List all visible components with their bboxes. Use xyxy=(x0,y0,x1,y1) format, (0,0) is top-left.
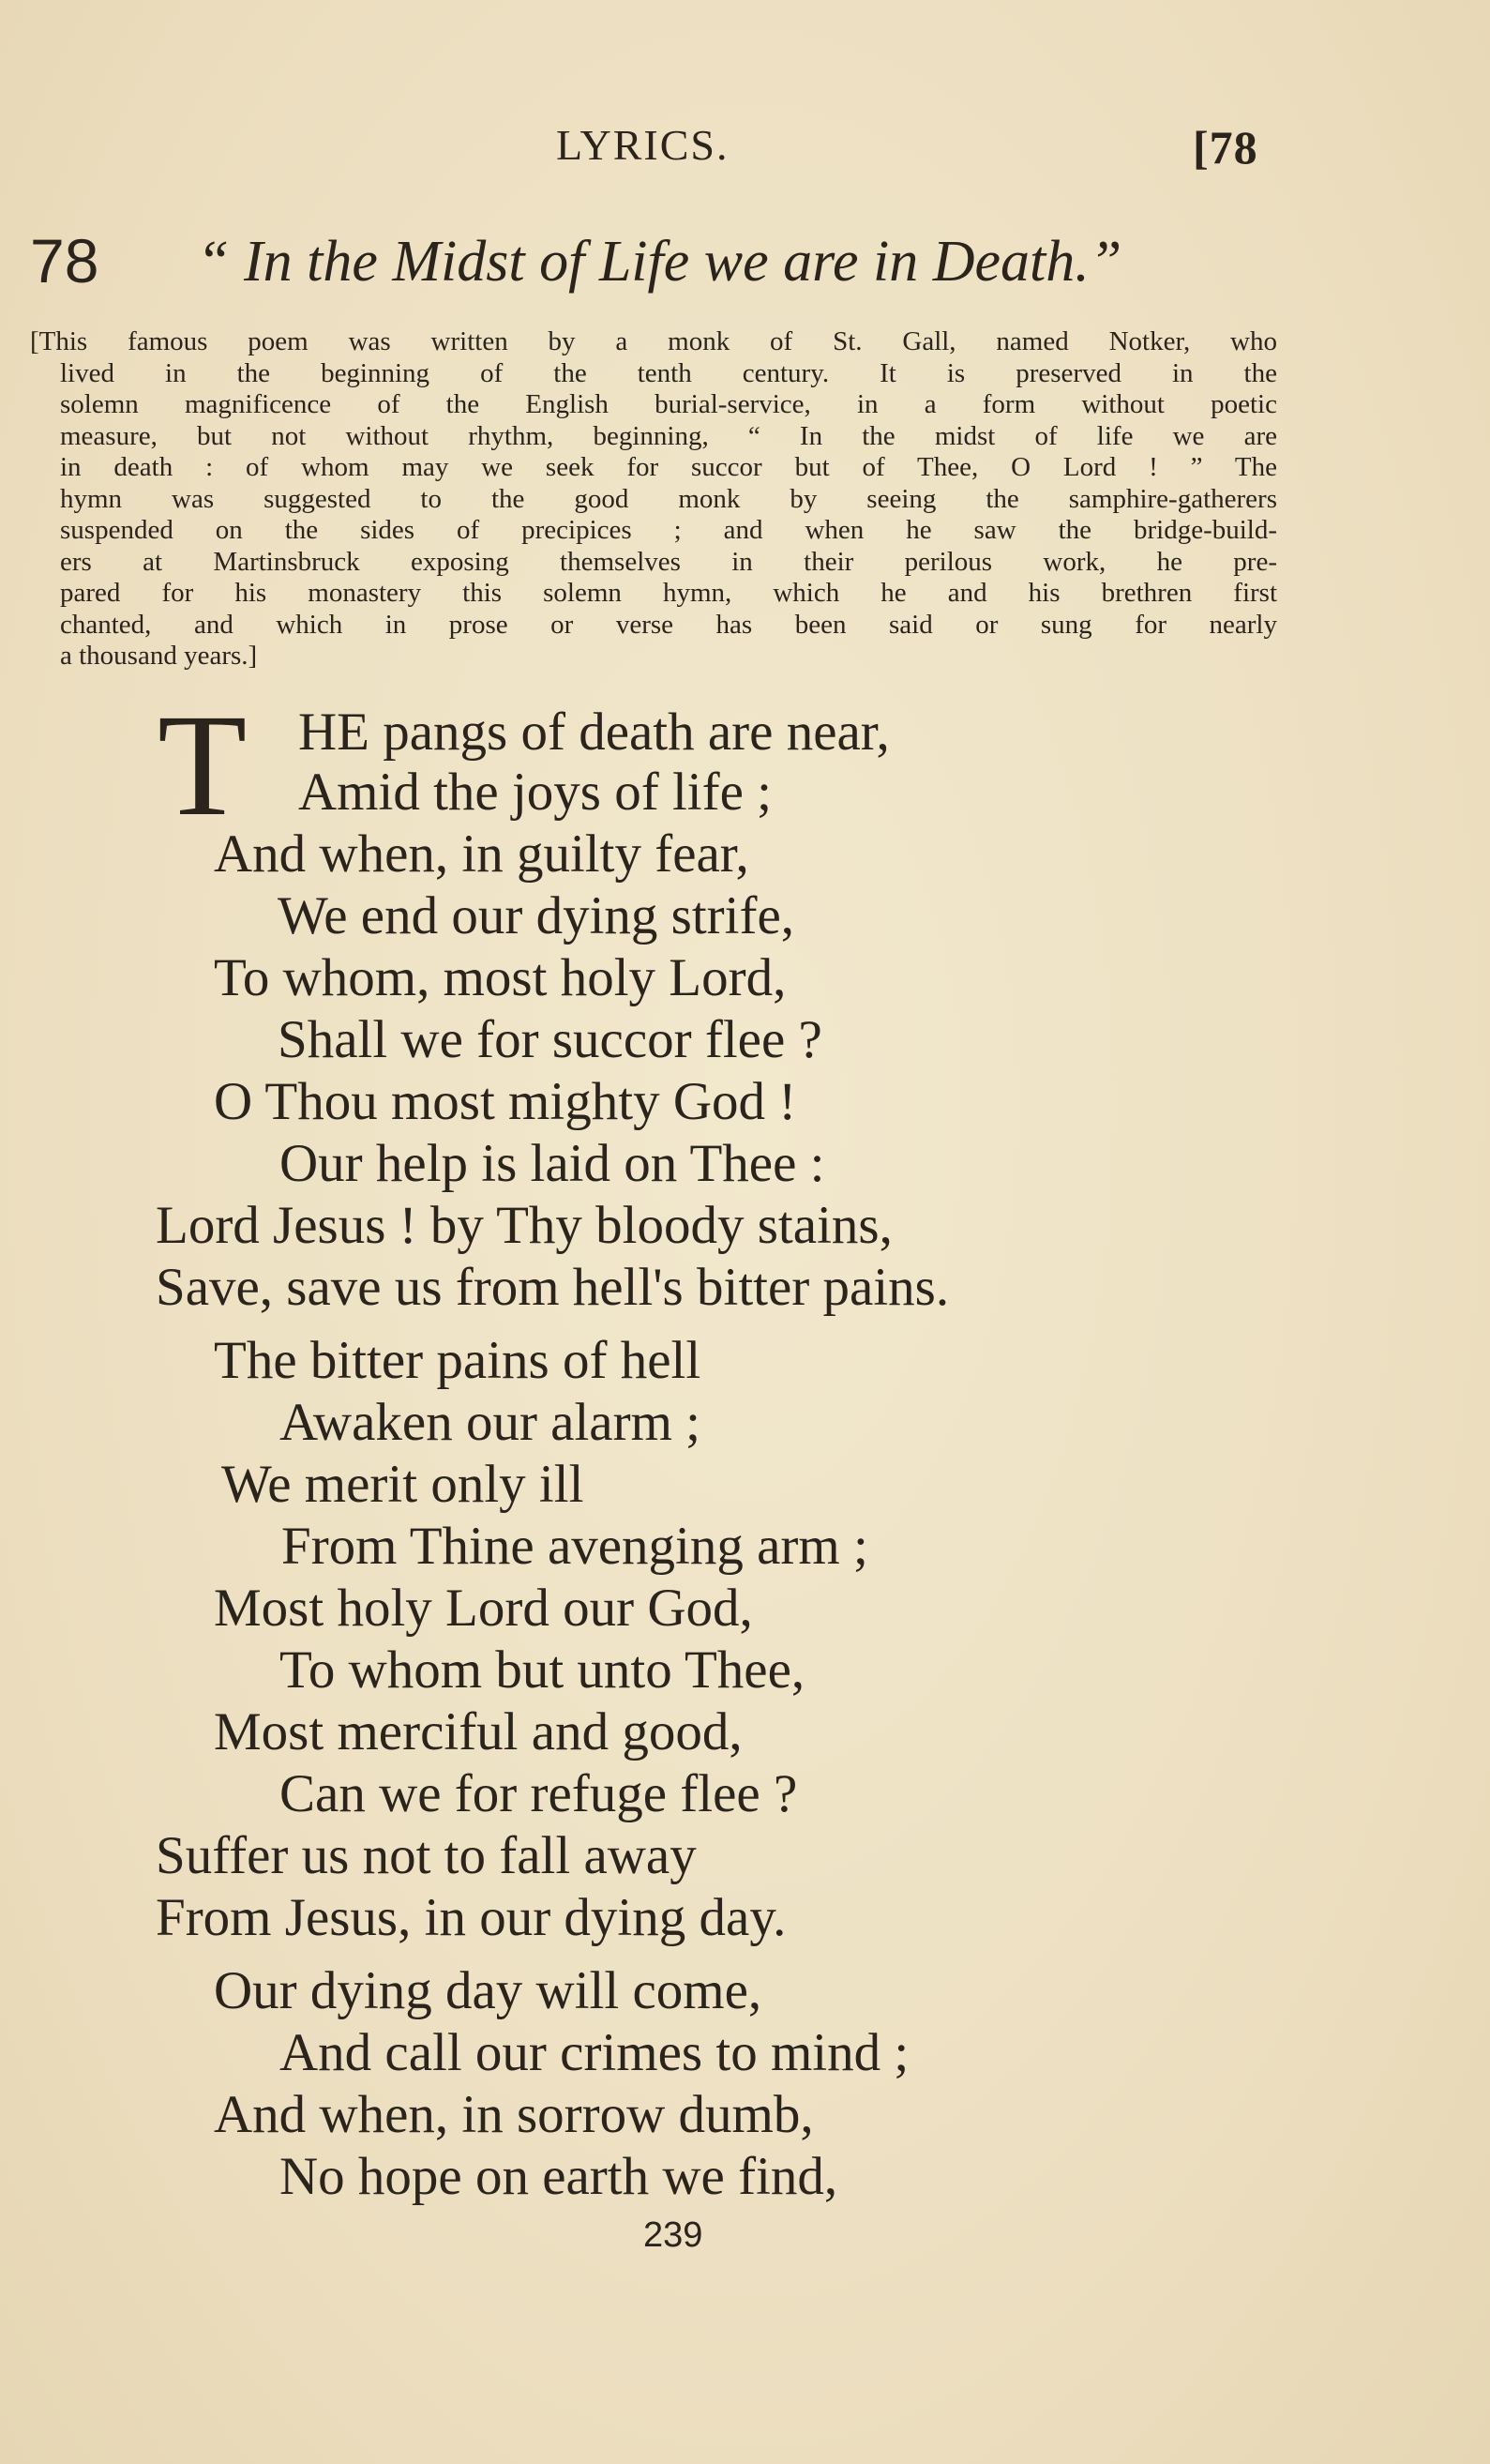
verse-line: Suffer us not to fall away xyxy=(156,1826,697,1885)
verse-line: And call our crimes to mind ; xyxy=(279,2023,910,2082)
verse-line: Lord Jesus ! by Thy bloody stains, xyxy=(156,1196,893,1255)
verse-line: Shall we for succor flee ? xyxy=(278,1010,822,1069)
page-number: 239 xyxy=(643,2215,703,2255)
verse-line: From Jesus, in our dying day. xyxy=(156,1888,787,1947)
note-line: lived in the beginning of the tenth century. It is preserved in the xyxy=(60,357,1277,388)
verse-line: Save, save us from hell's bitter pains. xyxy=(156,1258,950,1317)
note-line: pared for his monastery this solemn hymn, which he and his brethren first xyxy=(60,578,1277,608)
introductory-note xyxy=(30,326,1277,673)
verse-line: Our help is laid on Thee : xyxy=(279,1134,825,1193)
note-line: in death : of whom may we seek for succor but of Thee, O Lord ! ” The xyxy=(60,452,1277,482)
verse-line: Our dying day will come, xyxy=(214,1961,762,2020)
note-line: hymn was suggested to the good monk by seeing the samphire-gatherers xyxy=(60,483,1277,514)
verse-line: Amid the joys of life ; xyxy=(298,763,773,822)
note-line: chanted, and which in prose or verse has been said or sung for nearly xyxy=(60,609,1277,640)
verse-line: Most merciful and good, xyxy=(214,1702,743,1761)
running-head: LYRICS. xyxy=(556,121,730,169)
note-line: measure, but not without rhythm, beginning, “ In the midst of life we are xyxy=(60,420,1277,451)
hymn-title-row xyxy=(30,225,1437,300)
hymn-title: “ In the Midst of Life we are in Death.” xyxy=(197,230,1122,294)
drop-cap: T xyxy=(158,684,248,846)
verse-line: We merit only ill xyxy=(221,1455,584,1514)
verse-line: O Thou most mighty God ! xyxy=(214,1072,797,1131)
verse-line: HE pangs of death are near, xyxy=(298,703,890,762)
verse-line: The bitter pains of hell xyxy=(214,1331,701,1390)
page-header xyxy=(0,120,1490,176)
note-line: ers at Martinsbruck exposing themselves in their perilous work, he pre- xyxy=(60,546,1277,577)
verse-line: And when, in sorrow dumb, xyxy=(214,2085,814,2144)
verse-line: We end our dying strife, xyxy=(278,886,795,945)
note-line: solemn magnificence of the English burial-service, in a form without poetic xyxy=(60,389,1277,419)
note-line: a thousand years.] xyxy=(60,641,258,671)
hymn-reference-number: [78 xyxy=(1193,121,1258,174)
verse-line: Can we for refuge flee ? xyxy=(279,1764,798,1823)
verse-line: Most holy Lord our God, xyxy=(214,1579,753,1638)
verse-line: Awaken our alarm ; xyxy=(279,1393,701,1452)
note-line: suspended on the sides of precipices ; and when he saw the bridge-build- xyxy=(60,515,1277,545)
note-line: [This famous poem was written by a monk of St. Gall, named Notker, who xyxy=(30,326,1277,356)
verse-line: No hope on earth we find, xyxy=(279,2147,838,2206)
hymn-number: 78 xyxy=(30,226,99,295)
verse-line: From Thine avenging arm ; xyxy=(281,1517,868,1576)
verse-line: To whom but unto Thee, xyxy=(279,1640,805,1700)
verse-line: And when, in guilty fear, xyxy=(214,824,749,884)
verse-line: To whom, most holy Lord, xyxy=(214,948,787,1007)
